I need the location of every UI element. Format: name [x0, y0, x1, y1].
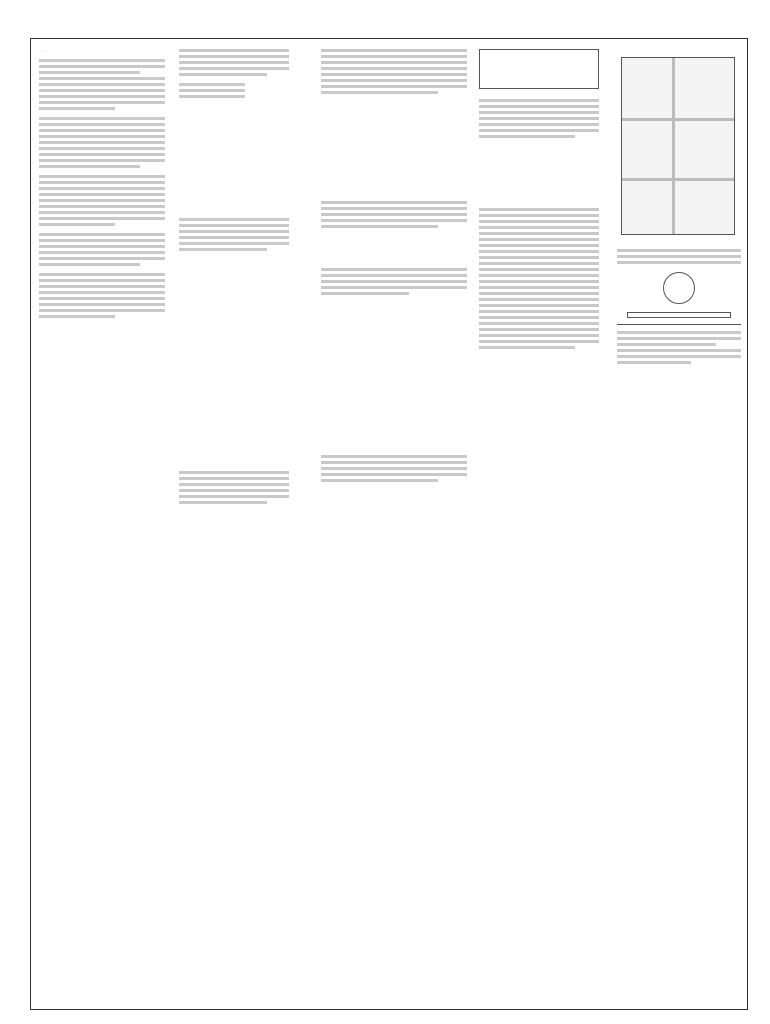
text-block — [39, 233, 165, 266]
text-block — [39, 117, 165, 168]
plat-sheet — [30, 38, 748, 1010]
placeholder-text: ··· — [39, 49, 48, 55]
column-3 — [321, 49, 467, 999]
table-block — [617, 249, 741, 264]
scale-bar — [627, 312, 731, 318]
seal-block — [321, 101, 467, 141]
text-block — [39, 273, 165, 318]
column-5 — [617, 49, 741, 999]
text-block — [179, 218, 289, 251]
text-block — [321, 455, 467, 482]
text-block — [479, 99, 599, 138]
signature-block — [179, 83, 289, 98]
compass-icon — [663, 272, 695, 304]
text-block — [321, 49, 467, 94]
text-block — [179, 49, 289, 76]
title-block — [617, 324, 741, 364]
text-block — [39, 175, 165, 226]
column-4 — [479, 49, 599, 999]
column-1 — [39, 49, 165, 999]
text-block — [321, 268, 467, 295]
notes-block — [479, 208, 599, 349]
column-2 — [179, 49, 289, 999]
text-block — [179, 471, 289, 504]
text-block — [321, 201, 467, 228]
map-image — [621, 57, 735, 235]
table-block — [479, 49, 599, 89]
text-block — [39, 49, 165, 110]
